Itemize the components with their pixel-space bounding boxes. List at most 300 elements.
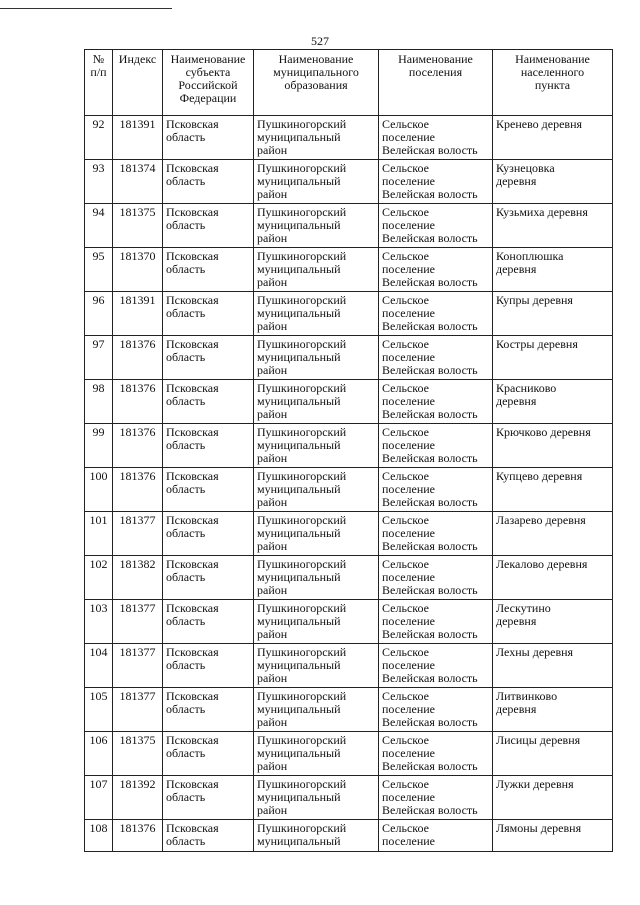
- cell-line: Пушкиногорский: [257, 205, 347, 219]
- cell-line: область: [166, 834, 206, 848]
- cell-subject: [163, 512, 254, 556]
- settlements-table: [84, 49, 613, 852]
- cell-line: поселение: [382, 746, 436, 760]
- cell-line: муниципальный: [257, 746, 341, 760]
- header-line: Федерации: [179, 91, 237, 105]
- cell-line: Пушкиногорский: [257, 689, 347, 703]
- cell-number: 98: [85, 380, 113, 424]
- table-row: [85, 468, 613, 512]
- cell-index: 181375: [113, 204, 163, 248]
- cell-line: Пушкиногорский: [257, 293, 347, 307]
- cell-place: [493, 160, 613, 204]
- cell-line: Лекалово деревня: [496, 557, 588, 571]
- cell-line: поселение: [382, 394, 436, 408]
- cell-line: район: [257, 363, 288, 377]
- cell-line: Псковская: [166, 249, 219, 263]
- cell-line: область: [166, 262, 206, 276]
- cell-municipality: [254, 248, 379, 292]
- cell-line: Сельское: [382, 161, 429, 175]
- cell-settlement: [379, 292, 493, 336]
- header-settlement: [379, 50, 493, 116]
- table-row: [85, 292, 613, 336]
- cell-line: муниципальный: [257, 570, 341, 584]
- cell-subject: [163, 424, 254, 468]
- cell-clip: [496, 822, 609, 849]
- cell-line: Велейская волость: [382, 495, 478, 509]
- cell-number: 102: [85, 556, 113, 600]
- header-line: субъекта: [185, 65, 231, 79]
- cell-subject: [163, 600, 254, 644]
- cell-line: Сельское: [382, 513, 429, 527]
- cell-clip: [257, 822, 375, 849]
- cell-line: муниципальный: [257, 482, 341, 496]
- cell-line: Лазарево деревня: [496, 513, 586, 527]
- cell-line: Сельское: [382, 822, 429, 835]
- cell-number: 92: [85, 116, 113, 160]
- cell-place: [493, 732, 613, 776]
- cell-line: Псковская: [166, 822, 219, 835]
- top-rule: [0, 8, 172, 9]
- cell-line: деревня: [496, 394, 537, 408]
- cell-line: Пушкиногорский: [257, 777, 347, 791]
- cell-line: Пушкиногорский: [257, 469, 347, 483]
- cell-line: поселение: [382, 262, 436, 276]
- cell-line: Пушкиногорский: [257, 425, 347, 439]
- cell-line: поселение: [382, 614, 436, 628]
- cell-line: поселение: [382, 218, 436, 232]
- cell-number: 104: [85, 644, 113, 688]
- cell-municipality: [254, 380, 379, 424]
- cell-line: деревня: [496, 614, 537, 628]
- cell-line: Кренево деревня: [496, 117, 583, 131]
- cell-settlement: [379, 424, 493, 468]
- cell-line: Лужки деревня: [496, 777, 574, 791]
- cell-number: 108: [85, 820, 113, 852]
- cell-line: Псковская: [166, 601, 219, 615]
- cell-line: Велейская волость: [382, 583, 478, 597]
- header-municipality: [254, 50, 379, 116]
- cell-line: Сельское: [382, 601, 429, 615]
- cell-line: Лехны деревня: [496, 645, 574, 659]
- cell-line: Велейская волость: [382, 187, 478, 201]
- cell-place: [493, 600, 613, 644]
- cell-line: поселение: [382, 702, 436, 716]
- cell-line: область: [166, 658, 206, 672]
- cell-line: Сельское: [382, 381, 429, 395]
- cell-municipality: [254, 424, 379, 468]
- header-row: [85, 50, 613, 116]
- cell-line: Велейская волость: [382, 319, 478, 333]
- cell-line: область: [166, 130, 206, 144]
- cell-line: Лямоны деревня: [496, 822, 582, 835]
- cell-line: область: [166, 702, 206, 716]
- cell-line: район: [257, 407, 288, 421]
- cell-index: 181376: [113, 336, 163, 380]
- cell-line: поселение: [382, 306, 436, 320]
- cell-line: Велейская волость: [382, 143, 478, 157]
- header-line: Наименование: [278, 52, 354, 66]
- cell-settlement: [379, 688, 493, 732]
- cell-municipality: [254, 336, 379, 380]
- cell-line: муниципальный: [257, 130, 341, 144]
- cell-line: область: [166, 790, 206, 804]
- table-row: [85, 204, 613, 248]
- cell-place: [493, 556, 613, 600]
- cell-index: 181376: [113, 380, 163, 424]
- cell-line: область: [166, 570, 206, 584]
- page-number: 527: [311, 34, 329, 48]
- cell-number: 100: [85, 468, 113, 512]
- cell-line: Кузьмиха деревня: [496, 205, 588, 219]
- cell-line: Пушкиногорский: [257, 161, 347, 175]
- cell-line: Кузнецовка: [496, 161, 555, 175]
- cell-subject: [163, 204, 254, 248]
- cell-line: Псковская: [166, 293, 219, 307]
- cell-index: 181376: [113, 820, 163, 852]
- cell-number: 99: [85, 424, 113, 468]
- cell-place: [493, 424, 613, 468]
- cell-settlement: [379, 116, 493, 160]
- cell-line: муниципальный: [257, 350, 341, 364]
- header-subject: [163, 50, 254, 116]
- cell-line: поселение: [382, 130, 436, 144]
- cell-line: Пушкиногорский: [257, 557, 347, 571]
- header-line: Наименование: [170, 52, 246, 66]
- cell-line: Велейская волость: [382, 231, 478, 245]
- cell-line: Пушкиногорский: [257, 822, 347, 835]
- table-row: [85, 116, 613, 160]
- table-row: [85, 644, 613, 688]
- cell-line: Велейская волость: [382, 451, 478, 465]
- cell-line: Велейская волость: [382, 539, 478, 553]
- cell-line: поселение: [382, 526, 436, 540]
- cell-subject: [163, 336, 254, 380]
- cell-line: область: [166, 218, 206, 232]
- cell-number: 106: [85, 732, 113, 776]
- cell-line: Пушкиногорский: [257, 337, 347, 351]
- cell-settlement: [379, 248, 493, 292]
- cell-line: муниципальный: [257, 834, 341, 848]
- cell-line: поселение: [382, 834, 436, 848]
- cell-number: 105: [85, 688, 113, 732]
- header-line: Индекс: [118, 52, 157, 66]
- cell-municipality: [254, 732, 379, 776]
- cell-line: Псковская: [166, 733, 219, 747]
- cell-line: Лескутино: [496, 601, 551, 615]
- cell-subject: [163, 732, 254, 776]
- cell-place: [493, 292, 613, 336]
- cell-line: район: [257, 143, 288, 157]
- cell-place: [493, 468, 613, 512]
- cell-line: муниципальный: [257, 262, 341, 276]
- cell-municipality: [254, 116, 379, 160]
- cell-line: Пушкиногорский: [257, 733, 347, 747]
- cell-line: Псковская: [166, 161, 219, 175]
- cell-line: деревня: [496, 262, 537, 276]
- cell-index: 181374: [113, 160, 163, 204]
- cell-settlement: [379, 204, 493, 248]
- cell-line: Псковская: [166, 645, 219, 659]
- header-line: Наименование: [398, 52, 473, 66]
- cell-settlement: [379, 732, 493, 776]
- cell-line: муниципальный: [257, 614, 341, 628]
- cell-line: Сельское: [382, 733, 429, 747]
- cell-subject: [163, 380, 254, 424]
- cell-line: Сельское: [382, 777, 429, 791]
- table-row: [85, 380, 613, 424]
- header-line: населенного: [520, 65, 585, 79]
- cell-line: Псковская: [166, 513, 219, 527]
- cell-line: муниципальный: [257, 394, 341, 408]
- cell-index: 181377: [113, 512, 163, 556]
- cell-line: Велейская волость: [382, 759, 478, 773]
- header-line: №: [92, 52, 105, 66]
- cell-index: 181375: [113, 732, 163, 776]
- cell-municipality: [254, 688, 379, 732]
- cell-settlement: [379, 512, 493, 556]
- cell-place: [493, 204, 613, 248]
- cell-place: [493, 116, 613, 160]
- cell-line: Пушкиногорский: [257, 645, 347, 659]
- cell-line: Пушкиногорский: [257, 381, 347, 395]
- cell-line: Велейская волость: [382, 671, 478, 685]
- cell-place: [493, 820, 613, 852]
- cell-line: поселение: [382, 174, 436, 188]
- cell-line: муниципальный: [257, 790, 341, 804]
- cell-line: район: [257, 451, 288, 465]
- header-line: образования: [284, 78, 348, 92]
- cell-line: муниципальный: [257, 526, 341, 540]
- cell-settlement: [379, 468, 493, 512]
- cell-line: муниципальный: [257, 658, 341, 672]
- cell-line: муниципальный: [257, 702, 341, 716]
- cell-index: 181377: [113, 644, 163, 688]
- cell-line: поселение: [382, 438, 436, 452]
- cell-line: муниципальный: [257, 306, 341, 320]
- cell-index: 181391: [113, 292, 163, 336]
- cell-municipality: [254, 644, 379, 688]
- cell-place: [493, 776, 613, 820]
- cell-line: Велейская волость: [382, 363, 478, 377]
- cell-line: Псковская: [166, 337, 219, 351]
- cell-line: поселение: [382, 350, 436, 364]
- cell-line: поселение: [382, 482, 436, 496]
- cell-index: 181376: [113, 468, 163, 512]
- cell-line: район: [257, 539, 288, 553]
- cell-line: Сельское: [382, 205, 429, 219]
- table-row: [85, 600, 613, 644]
- cell-line: область: [166, 438, 206, 452]
- cell-line: Купры деревня: [496, 293, 573, 307]
- cell-line: Литвинково: [496, 689, 558, 703]
- cell-municipality: [254, 292, 379, 336]
- cell-line: Пушкиногорский: [257, 117, 347, 131]
- cell-line: Сельское: [382, 249, 429, 263]
- cell-line: муниципальный: [257, 438, 341, 452]
- cell-line: область: [166, 350, 206, 364]
- table-row: [85, 336, 613, 380]
- cell-line: поселение: [382, 570, 436, 584]
- cell-line: район: [257, 759, 288, 773]
- cell-settlement: [379, 820, 493, 852]
- cell-subject: [163, 644, 254, 688]
- cell-line: Красниково: [496, 381, 557, 395]
- cell-line: Псковская: [166, 557, 219, 571]
- cell-line: Псковская: [166, 777, 219, 791]
- cell-place: [493, 644, 613, 688]
- cell-settlement: [379, 160, 493, 204]
- cell-subject: [163, 688, 254, 732]
- cell-place: [493, 336, 613, 380]
- cell-line: район: [257, 319, 288, 333]
- cell-municipality: [254, 160, 379, 204]
- cell-municipality: [254, 556, 379, 600]
- cell-municipality: [254, 600, 379, 644]
- cell-number: 101: [85, 512, 113, 556]
- cell-line: поселение: [382, 790, 436, 804]
- cell-subject: [163, 776, 254, 820]
- cell-line: Лисицы деревня: [496, 733, 581, 747]
- cell-index: 181376: [113, 424, 163, 468]
- cell-subject: [163, 820, 254, 852]
- cell-line: Сельское: [382, 117, 429, 131]
- cell-index: 181370: [113, 248, 163, 292]
- cell-line: муниципальный: [257, 174, 341, 188]
- table-row: [85, 820, 613, 852]
- cell-index: 181377: [113, 600, 163, 644]
- cell-line: Сельское: [382, 425, 429, 439]
- table-row: [85, 160, 613, 204]
- cell-line: Велейская волость: [382, 715, 478, 729]
- cell-index: 181377: [113, 688, 163, 732]
- cell-line: Крючково деревня: [496, 425, 591, 439]
- table-row: [85, 248, 613, 292]
- cell-index: 181391: [113, 116, 163, 160]
- table-row: [85, 512, 613, 556]
- table-row: [85, 556, 613, 600]
- cell-line: Псковская: [166, 689, 219, 703]
- cell-settlement: [379, 776, 493, 820]
- table-row: [85, 688, 613, 732]
- cell-line: область: [166, 746, 206, 760]
- cell-line: поселение: [382, 658, 436, 672]
- cell-settlement: [379, 556, 493, 600]
- cell-clip: [166, 822, 250, 849]
- cell-place: [493, 512, 613, 556]
- header-line: муниципального: [273, 65, 359, 79]
- cell-subject: [163, 292, 254, 336]
- cell-line: район: [257, 671, 288, 685]
- header-place: [493, 50, 613, 116]
- cell-subject: [163, 468, 254, 512]
- cell-clip: [382, 822, 489, 849]
- cell-number: 93: [85, 160, 113, 204]
- cell-line: деревня: [496, 174, 537, 188]
- cell-index: 181392: [113, 776, 163, 820]
- cell-line: Купцево деревня: [496, 469, 583, 483]
- cell-municipality: [254, 820, 379, 852]
- table-body: [85, 116, 613, 852]
- cell-line: Велейская волость: [382, 275, 478, 289]
- table-row: [85, 776, 613, 820]
- cell-line: Сельское: [382, 645, 429, 659]
- cell-settlement: [379, 336, 493, 380]
- cell-number: 95: [85, 248, 113, 292]
- cell-line: область: [166, 482, 206, 496]
- cell-subject: [163, 116, 254, 160]
- cell-subject: [163, 160, 254, 204]
- header-num: [85, 50, 113, 116]
- cell-settlement: [379, 380, 493, 424]
- header-line: поселения: [408, 65, 463, 79]
- cell-line: район: [257, 627, 288, 641]
- cell-line: район: [257, 583, 288, 597]
- table-row: [85, 732, 613, 776]
- cell-settlement: [379, 600, 493, 644]
- cell-place: [493, 380, 613, 424]
- cell-line: район: [257, 495, 288, 509]
- header-line: пункта: [534, 78, 571, 92]
- cell-line: Псковская: [166, 205, 219, 219]
- cell-line: Костры деревня: [496, 337, 578, 351]
- cell-line: Псковская: [166, 469, 219, 483]
- cell-line: область: [166, 306, 206, 320]
- table-row: [85, 424, 613, 468]
- cell-settlement: [379, 644, 493, 688]
- cell-line: Велейская волость: [382, 803, 478, 817]
- cell-line: Псковская: [166, 381, 219, 395]
- cell-line: область: [166, 174, 206, 188]
- cell-number: 103: [85, 600, 113, 644]
- cell-index: 181382: [113, 556, 163, 600]
- cell-number: 107: [85, 776, 113, 820]
- cell-line: муниципальный: [257, 218, 341, 232]
- cell-line: Сельское: [382, 337, 429, 351]
- cell-subject: [163, 556, 254, 600]
- header-line: Российской: [178, 78, 238, 92]
- cell-place: [493, 248, 613, 292]
- cell-line: Псковская: [166, 425, 219, 439]
- cell-municipality: [254, 468, 379, 512]
- cell-line: район: [257, 275, 288, 289]
- cell-line: область: [166, 394, 206, 408]
- cell-line: Пушкиногорский: [257, 601, 347, 615]
- cell-municipality: [254, 776, 379, 820]
- cell-subject: [163, 248, 254, 292]
- cell-line: район: [257, 231, 288, 245]
- cell-line: Сельское: [382, 557, 429, 571]
- cell-line: Пушкиногорский: [257, 249, 347, 263]
- cell-number: 96: [85, 292, 113, 336]
- cell-place: [493, 688, 613, 732]
- cell-line: Псковская: [166, 117, 219, 131]
- cell-line: Велейская волость: [382, 627, 478, 641]
- cell-line: деревня: [496, 702, 537, 716]
- cell-line: район: [257, 187, 288, 201]
- cell-line: область: [166, 526, 206, 540]
- cell-line: район: [257, 715, 288, 729]
- cell-line: область: [166, 614, 206, 628]
- header-line: Наименование: [515, 52, 590, 66]
- cell-line: Сельское: [382, 293, 429, 307]
- cell-municipality: [254, 204, 379, 248]
- header-line: п/п: [90, 65, 107, 79]
- cell-number: 97: [85, 336, 113, 380]
- cell-number: 94: [85, 204, 113, 248]
- cell-line: Сельское: [382, 689, 429, 703]
- header-index: [113, 50, 163, 116]
- cell-line: Велейская волость: [382, 407, 478, 421]
